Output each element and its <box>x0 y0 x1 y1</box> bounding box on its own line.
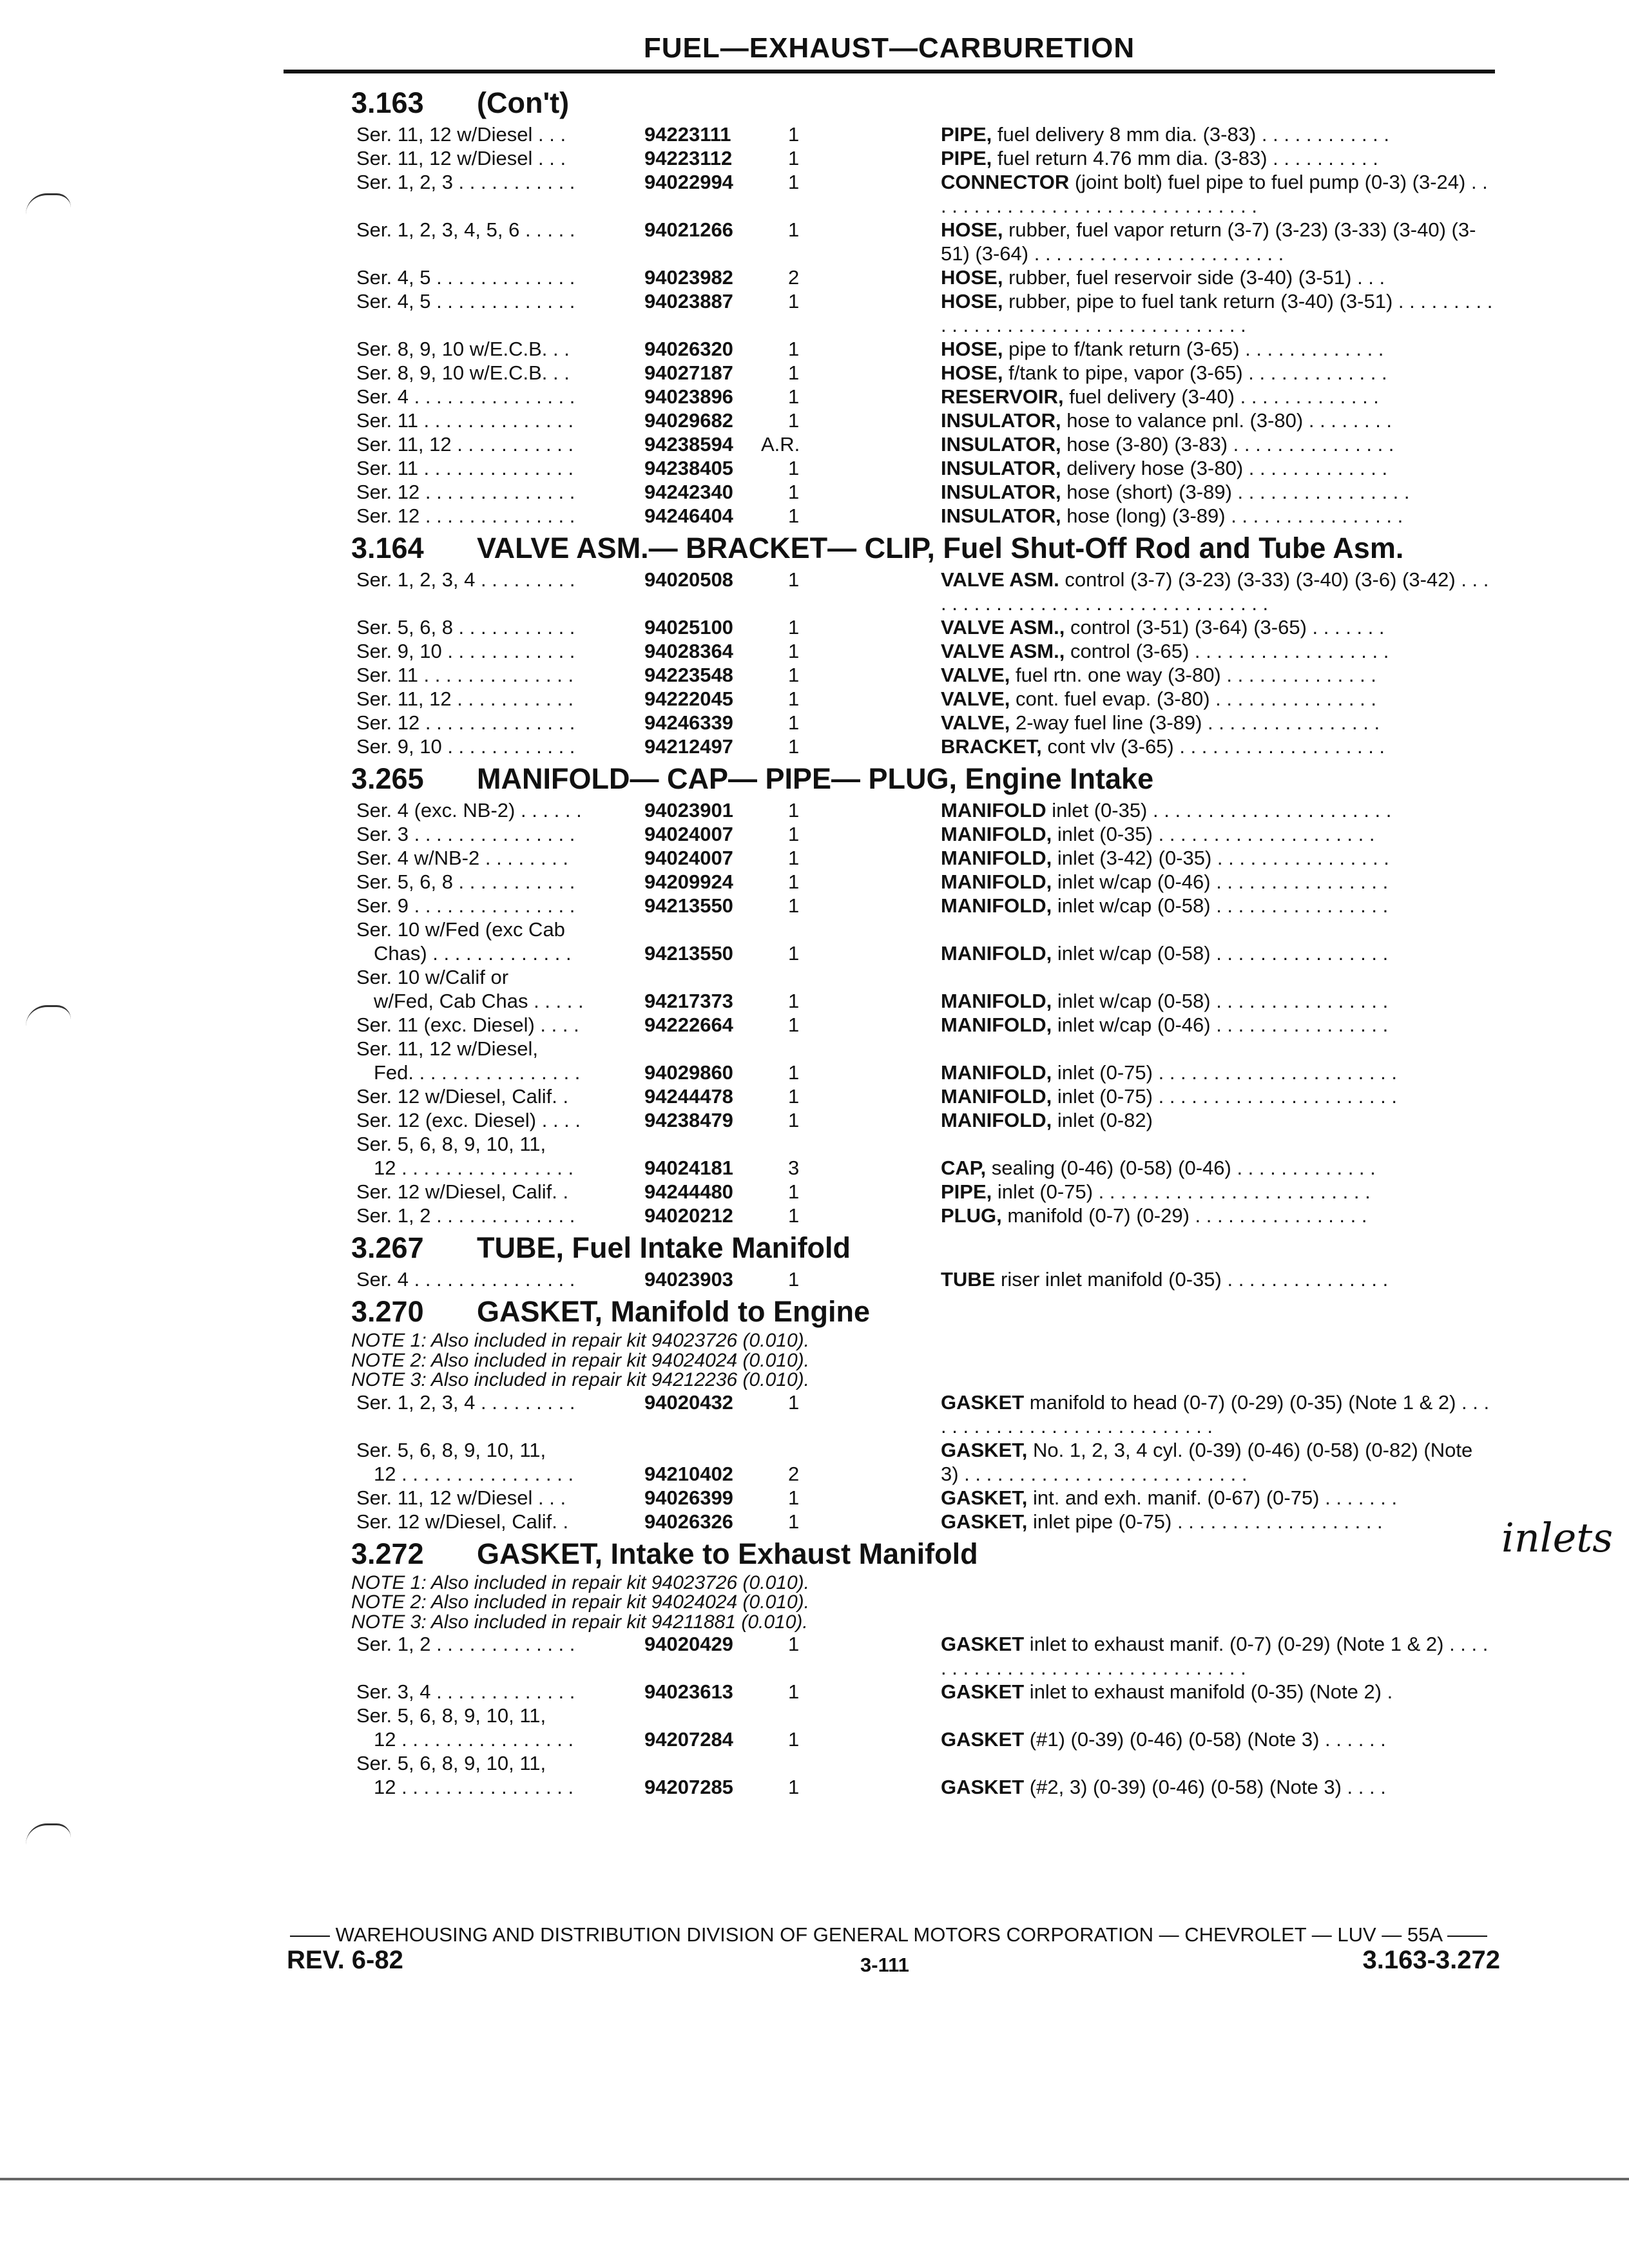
serial-applicability: Ser. 4, 5 . . . . . . . . . . . . . <box>356 290 575 312</box>
part-row <box>351 289 1501 337</box>
section-note: NOTE 3: Also included in repair kit 94211881 (0.010). <box>351 1611 808 1633</box>
margin-mark <box>26 1823 71 1845</box>
part-number: 94209924 <box>644 870 733 893</box>
part-row <box>351 337 1501 361</box>
footer-section-range: 3.163-3.272 <box>1362 1946 1500 1974</box>
part-description: VALVE ASM., control (3-65) . . . . . . . . . . . . . . . . . . <box>941 640 1389 662</box>
part-row <box>351 615 1501 639</box>
part-number: 94238405 <box>644 457 733 479</box>
part-description: CONNECTOR (joint bolt) fuel pipe to fuel pump (0-3) (3-24) . . . . . . . . . . . . . . . . . . . . . . . . . . . . . . . <box>941 171 1488 217</box>
quantity: 1 <box>788 505 800 527</box>
part-description: MANIFOLD, inlet (0-82) <box>941 1109 1153 1131</box>
serial-applicability: Ser. 8, 9, 10 w/E.C.B. . . <box>356 338 570 360</box>
part-row <box>351 432 1501 456</box>
part-description: HOSE, pipe to f/tank return (3-65) . . . . . . . . . . . . . <box>941 338 1384 360</box>
parts-list <box>351 82 1501 1799</box>
quantity: 1 <box>788 847 800 869</box>
part-row <box>351 265 1501 289</box>
serial-applicability: Ser. 5, 6, 8 . . . . . . . . . . . <box>356 616 575 639</box>
quantity: 1 <box>788 568 800 591</box>
part-row <box>351 918 1501 965</box>
part-row <box>351 385 1501 408</box>
part-row <box>351 798 1501 822</box>
part-number: 94029860 <box>644 1061 733 1084</box>
serial-applicability: Ser. 9 . . . . . . . . . . . . . . . <box>356 894 575 917</box>
part-description: MANIFOLD, inlet w/cap (0-46) . . . . . . . . . . . . . . . . <box>941 1014 1389 1036</box>
serial-applicability: Ser. 11, 12 w/Diesel . . . <box>356 123 566 146</box>
quantity: 1 <box>788 1680 800 1703</box>
part-description: HOSE, rubber, pipe to fuel tank return (3-40) (3-51) . . . . . . . . . . . . . . . . . . . . . . . . . . . . . . . . . . . . . <box>941 290 1493 336</box>
part-row <box>351 1510 1501 1533</box>
part-number: 94244478 <box>644 1085 733 1108</box>
part-description: GASKET, No. 1, 2, 3, 4 cyl. (0-39) (0-46) (0-58) (0-82) (Note 3) . . . . . . . . . . . . . . . . . . . . . . . . . . <box>941 1438 1473 1485</box>
part-description: INSULATOR, hose to valance pnl. (3-80) . . . . . . . . <box>941 409 1393 432</box>
part-row <box>351 568 1501 615</box>
footer-publisher-line: —— WAREHOUSING AND DISTRIBUTION DIVISION OF GENERAL MOTORS CORPORATION — CHEVROLET — LUV — 55A —— <box>290 1923 1487 1946</box>
part-row <box>351 1632 1501 1680</box>
serial-applicability: Ser. 4 . . . . . . . . . . . . . . . <box>356 385 575 408</box>
serial-applicability: Ser. 12 w/Diesel, Calif. . <box>356 1085 569 1108</box>
quantity: 1 <box>788 640 800 662</box>
quantity: 1 <box>788 711 800 734</box>
part-number: 94022994 <box>644 171 733 193</box>
quantity: 1 <box>788 481 800 503</box>
serial-applicability: Ser. 12 (exc. Diesel) . . . . <box>356 1109 581 1131</box>
quantity: 1 <box>788 1109 800 1131</box>
quantity: 1 <box>788 1486 800 1509</box>
part-number: 94238594 <box>644 433 733 456</box>
quantity: 1 <box>788 894 800 917</box>
part-row <box>351 735 1501 758</box>
page-title: FUEL—EXHAUST—CARBURETION <box>643 32 1135 64</box>
serial-applicability: Ser. 1, 2 . . . . . . . . . . . . . <box>356 1633 575 1655</box>
serial-applicability: Ser. 1, 2 . . . . . . . . . . . . . <box>356 1204 575 1227</box>
section-heading <box>351 758 1501 798</box>
part-row <box>351 1267 1501 1291</box>
part-description: MANIFOLD, inlet w/cap (0-58) . . . . . . . . . . . . . . . . <box>941 942 1389 965</box>
part-description: INSULATOR, delivery hose (3-80) . . . . . . . . . . . . . <box>941 457 1388 479</box>
margin-mark <box>26 193 71 215</box>
quantity: 1 <box>788 1268 800 1291</box>
part-description: PIPE, inlet (0-75) . . . . . . . . . . . . . . . . . . . . . . . . . <box>941 1180 1371 1203</box>
part-number: 94025100 <box>644 616 733 639</box>
part-row <box>351 1108 1501 1132</box>
part-number: 94026326 <box>644 1510 733 1533</box>
section-note: NOTE 2: Also included in repair kit 94024024 (0.010). <box>351 1591 809 1613</box>
part-number: 94207284 <box>644 1728 733 1751</box>
serial-applicability: Ser. 11, 12 w/Diesel . . . <box>356 147 566 169</box>
part-number: 94020429 <box>644 1633 733 1655</box>
section-heading <box>351 82 1501 122</box>
part-number: 94027187 <box>644 361 733 384</box>
serial-applicability: Ser. 10 w/Fed (exc Cab <box>356 918 565 941</box>
part-number: 94021266 <box>644 218 733 241</box>
section-number: 3.265 <box>351 762 424 795</box>
quantity: 1 <box>788 218 800 241</box>
part-number: 94024007 <box>644 823 733 845</box>
part-number: 94023896 <box>644 385 733 408</box>
part-row <box>351 1390 1501 1438</box>
part-description: MANIFOLD, inlet (3-42) (0-35) . . . . . . . . . . . . . . . . <box>941 847 1389 869</box>
quantity: 2 <box>788 1462 800 1485</box>
part-number: 94213550 <box>644 894 733 917</box>
part-number: 94213550 <box>644 942 733 965</box>
part-description: GASKET inlet to exhaust manifold (0-35) (Note 2) . <box>941 1680 1393 1703</box>
part-description: HOSE, rubber, fuel reservoir side (3-40) (3-51) . . . <box>941 266 1385 289</box>
section-heading <box>351 1291 1501 1331</box>
serial-applicability: Ser. 11, 12 . . . . . . . . . . . <box>356 687 574 710</box>
part-description: PIPE, fuel return 4.76 mm dia. (3-83) . . . . . . . . . . <box>941 147 1378 169</box>
section-title: (Con't) <box>477 86 570 119</box>
serial-applicability: Ser. 12 w/Diesel, Calif. . <box>356 1510 569 1533</box>
part-row <box>351 1037 1501 1084</box>
section-number: 3.270 <box>351 1295 424 1328</box>
serial-applicability: Ser. 5, 6, 8, 9, 10, 11, <box>356 1133 546 1155</box>
part-row <box>351 1084 1501 1108</box>
serial-applicability: Ser. 12 . . . . . . . . . . . . . . <box>356 481 575 503</box>
part-description: BRACKET, cont vlv (3-65) . . . . . . . . . . . . . . . . . . . <box>941 735 1385 758</box>
part-description: GASKET inlet to exhaust manif. (0-7) (0-29) (Note 1 & 2) . . . . . . . . . . . . . . . . . . . . . . . . . . . . . . . . <box>941 1633 1489 1679</box>
part-description: GASKET (#2, 3) (0-39) (0-46) (0-58) (Note 3) . . . . <box>941 1776 1386 1798</box>
part-number: 94024181 <box>644 1157 733 1179</box>
serial-applicability: Ser. 1, 2, 3, 4 . . . . . . . . . <box>356 1390 575 1414</box>
quantity: 1 <box>788 942 800 965</box>
part-row <box>351 1013 1501 1037</box>
quantity: 1 <box>788 1061 800 1084</box>
quantity: 1 <box>788 1390 800 1414</box>
part-row <box>351 361 1501 385</box>
serial-applicability: Ser. 5, 6, 8 . . . . . . . . . . . <box>356 870 575 893</box>
part-row <box>351 663 1501 687</box>
part-number: 94222664 <box>644 1014 733 1036</box>
part-number: 94246404 <box>644 505 733 527</box>
part-number: 94020432 <box>644 1390 733 1414</box>
quantity: 3 <box>788 1157 800 1179</box>
margin-mark <box>26 1005 71 1026</box>
part-number: 94210402 <box>644 1462 733 1485</box>
section-title: TUBE, Fuel Intake Manifold <box>477 1231 851 1264</box>
part-number: 94212497 <box>644 735 733 758</box>
part-row <box>351 1204 1501 1227</box>
section-number: 3.164 <box>351 532 424 564</box>
quantity: 1 <box>788 409 800 432</box>
quantity: 1 <box>788 616 800 639</box>
serial-applicability-cont: 12 . . . . . . . . . . . . . . . . <box>374 1462 574 1485</box>
part-number: 94242340 <box>644 481 733 503</box>
section-note: NOTE 1: Also included in repair kit 94023726 (0.010). <box>351 1571 809 1593</box>
section-note: NOTE 2: Also included in repair kit 94024024 (0.010). <box>351 1349 809 1371</box>
serial-applicability-cont: Fed. . . . . . . . . . . . . . . . <box>374 1061 581 1084</box>
part-description: VALVE ASM., control (3-51) (3-64) (3-65) . . . . . . . <box>941 616 1385 639</box>
serial-applicability: Ser. 9, 10 . . . . . . . . . . . . <box>356 735 575 758</box>
quantity: 1 <box>788 687 800 710</box>
part-row <box>351 1132 1501 1180</box>
part-description: VALVE, cont. fuel evap. (3-80) . . . . . . . . . . . . . . . <box>941 687 1376 710</box>
section-title: GASKET, Intake to Exhaust Manifold <box>477 1537 978 1570</box>
quantity: 1 <box>788 1728 800 1751</box>
part-number: 94023901 <box>644 799 733 822</box>
part-description: MANIFOLD, inlet w/cap (0-46) . . . . . . . . . . . . . . . . <box>941 870 1389 893</box>
part-row <box>351 1704 1501 1751</box>
part-number: 94028364 <box>644 640 733 662</box>
part-description: VALVE, fuel rtn. one way (3-80) . . . . . . . . . . . . . . <box>941 664 1376 686</box>
part-row <box>351 408 1501 432</box>
part-description: INSULATOR, hose (long) (3-89) . . . . . . . . . . . . . . . . <box>941 505 1403 527</box>
serial-applicability: Ser. 11 (exc. Diesel) . . . . <box>356 1014 579 1036</box>
part-number: 94023613 <box>644 1680 733 1703</box>
section-number: 3.163 <box>351 86 424 119</box>
quantity: 1 <box>788 1510 800 1533</box>
quantity: 1 <box>788 1633 800 1655</box>
part-row <box>351 504 1501 528</box>
serial-applicability: Ser. 5, 6, 8, 9, 10, 11, <box>356 1752 546 1774</box>
serial-applicability: Ser. 1, 2, 3, 4 . . . . . . . . . <box>356 568 575 591</box>
quantity: 1 <box>788 290 800 312</box>
serial-applicability-cont: 12 . . . . . . . . . . . . . . . . <box>374 1157 574 1179</box>
part-row <box>351 687 1501 711</box>
quantity: A.R. <box>761 433 800 456</box>
quantity: 1 <box>788 171 800 193</box>
quantity: 1 <box>788 338 800 360</box>
part-description: HOSE, rubber, fuel vapor return (3-7) (3-23) (3-33) (3-40) (3-51) (3-64) . . . . . . . . . . . . . . . . . . . . . . . <box>941 218 1476 265</box>
scan-edge-line <box>0 2178 1629 2180</box>
part-description: VALVE ASM. control (3-7) (3-23) (3-33) (3-40) (3-6) (3-42) . . . . . . . . . . . . . . . . . . . . . . . . . . . . . . . . . <box>941 568 1489 615</box>
part-number: 94029682 <box>644 409 733 432</box>
part-number: 94246339 <box>644 711 733 734</box>
part-description: INSULATOR, hose (3-80) (3-83) . . . . . . . . . . . . . . . <box>941 433 1394 456</box>
part-number: 94217373 <box>644 990 733 1012</box>
quantity: 1 <box>788 664 800 686</box>
part-description: MANIFOLD, inlet (0-35) . . . . . . . . . . . . . . . . . . . . <box>941 823 1375 845</box>
part-row <box>351 218 1501 265</box>
part-row <box>351 1751 1501 1799</box>
part-description: INSULATOR, hose (short) (3-89) . . . . . . . . . . . . . . . . <box>941 481 1410 503</box>
part-number: 94223548 <box>644 664 733 686</box>
serial-applicability-cont: 12 . . . . . . . . . . . . . . . . <box>374 1728 574 1751</box>
quantity: 1 <box>788 823 800 845</box>
part-row <box>351 894 1501 918</box>
serial-applicability-cont: 12 . . . . . . . . . . . . . . . . <box>374 1776 574 1798</box>
serial-applicability: Ser. 4, 5 . . . . . . . . . . . . . <box>356 266 575 289</box>
serial-applicability-cont: Chas) . . . . . . . . . . . . . <box>374 942 572 965</box>
section-title: GASKET, Manifold to Engine <box>477 1295 870 1328</box>
serial-applicability: Ser. 9, 10 . . . . . . . . . . . . <box>356 640 575 662</box>
serial-applicability: Ser. 5, 6, 8, 9, 10, 11, <box>356 1438 546 1461</box>
section-heading <box>351 528 1501 568</box>
part-number: 94020212 <box>644 1204 733 1227</box>
section-note: NOTE 3: Also included in repair kit 94212236 (0.010). <box>351 1369 809 1390</box>
serial-applicability: Ser. 12 . . . . . . . . . . . . . . <box>356 505 575 527</box>
quantity: 1 <box>788 361 800 384</box>
part-row <box>351 456 1501 480</box>
part-number: 94244480 <box>644 1180 733 1203</box>
part-number: 94223112 <box>644 147 733 169</box>
part-description: GASKET manifold to head (0-7) (0-29) (0-35) (Note 1 & 2) . . . . . . . . . . . . . . . . . . . . . . . . . . . . <box>941 1390 1490 1437</box>
quantity: 1 <box>788 1085 800 1108</box>
part-description: MANIFOLD inlet (0-35) . . . . . . . . . . . . . . . . . . . . . . <box>941 799 1392 822</box>
part-number: 94026399 <box>644 1486 733 1509</box>
serial-applicability: Ser. 8, 9, 10 w/E.C.B. . . <box>356 361 570 384</box>
serial-applicability: Ser. 11 . . . . . . . . . . . . . . <box>356 664 574 686</box>
section-heading <box>351 1227 1501 1267</box>
quantity: 1 <box>788 990 800 1012</box>
quantity: 1 <box>788 123 800 146</box>
serial-applicability: Ser. 10 w/Calif or <box>356 966 509 988</box>
serial-applicability: Ser. 11, 12 w/Diesel . . . <box>356 1486 566 1509</box>
part-number: 94222045 <box>644 687 733 710</box>
quantity: 1 <box>788 799 800 822</box>
part-row <box>351 170 1501 218</box>
serial-applicability: Ser. 1, 2, 3, 4, 5, 6 . . . . . <box>356 218 575 241</box>
serial-applicability: Ser. 4 . . . . . . . . . . . . . . . <box>356 1268 575 1291</box>
serial-applicability-cont: w/Fed, Cab Chas . . . . . <box>374 990 584 1012</box>
part-description: CAP, sealing (0-46) (0-58) (0-46) . . . . . . . . . . . . . <box>941 1157 1376 1179</box>
quantity: 1 <box>788 1204 800 1227</box>
part-number: 94023887 <box>644 290 733 312</box>
quantity: 1 <box>788 385 800 408</box>
quantity: 1 <box>788 1180 800 1203</box>
part-row <box>351 822 1501 846</box>
quantity: 1 <box>788 457 800 479</box>
part-description: MANIFOLD, inlet w/cap (0-58) . . . . . . . . . . . . . . . . <box>941 990 1389 1012</box>
section-heading <box>351 1533 1501 1573</box>
serial-applicability: Ser. 4 (exc. NB-2) . . . . . . <box>356 799 582 822</box>
quantity: 2 <box>788 266 800 289</box>
part-description: TUBE riser inlet manifold (0-35) . . . . . . . . . . . . . . . <box>941 1268 1389 1291</box>
part-description: GASKET, inlet pipe (0-75) . . . . . . . . . . . . . . . . . . . <box>941 1510 1383 1533</box>
part-description: PLUG, manifold (0-7) (0-29) . . . . . . . . . . . . . . . . <box>941 1204 1367 1227</box>
part-row <box>351 639 1501 663</box>
serial-applicability: Ser. 3, 4 . . . . . . . . . . . . . <box>356 1680 575 1703</box>
serial-applicability: Ser. 1, 2, 3 . . . . . . . . . . . <box>356 171 575 193</box>
part-row <box>351 965 1501 1013</box>
part-row <box>351 1438 1501 1486</box>
part-description: PIPE, fuel delivery 8 mm dia. (3-83) . . . . . . . . . . . . <box>941 123 1390 146</box>
serial-applicability: Ser. 11 . . . . . . . . . . . . . . <box>356 457 574 479</box>
part-description: MANIFOLD, inlet (0-75) . . . . . . . . . . . . . . . . . . . . . . <box>941 1061 1397 1084</box>
serial-applicability: Ser. 12 . . . . . . . . . . . . . . <box>356 711 575 734</box>
part-row <box>351 1680 1501 1704</box>
part-row <box>351 1180 1501 1204</box>
section-title: VALVE ASM.— BRACKET— CLIP, Fuel Shut-Off Rod and Tube Asm. <box>477 532 1404 564</box>
section-number: 3.267 <box>351 1231 424 1264</box>
part-description: MANIFOLD, inlet (0-75) . . . . . . . . . . . . . . . . . . . . . . <box>941 1085 1397 1108</box>
section-number: 3.272 <box>351 1537 424 1570</box>
part-description: GASKET (#1) (0-39) (0-46) (0-58) (Note 3) . . . . . . <box>941 1728 1386 1751</box>
part-row <box>351 846 1501 870</box>
part-row <box>351 146 1501 170</box>
part-row <box>351 122 1501 146</box>
part-row <box>351 1486 1501 1510</box>
part-description: HOSE, f/tank to pipe, vapor (3-65) . . . . . . . . . . . . . <box>941 361 1387 384</box>
quantity: 1 <box>788 735 800 758</box>
serial-applicability: Ser. 3 . . . . . . . . . . . . . . . <box>356 823 575 845</box>
page-header <box>284 31 1495 73</box>
part-description: GASKET, int. and exh. manif. (0-67) (0-75) . . . . . . . <box>941 1486 1398 1509</box>
part-row <box>351 711 1501 735</box>
section-title: MANIFOLD— CAP— PIPE— PLUG, Engine Intake <box>477 762 1154 795</box>
part-number: 94023903 <box>644 1268 733 1291</box>
section-note: NOTE 1: Also included in repair kit 94023726 (0.010). <box>351 1330 809 1351</box>
serial-applicability: Ser. 11, 12 . . . . . . . . . . . <box>356 433 574 456</box>
part-description: VALVE, 2-way fuel line (3-89) . . . . . . . . . . . . . . . . <box>941 711 1380 734</box>
serial-applicability: Ser. 5, 6, 8, 9, 10, 11, <box>356 1704 546 1727</box>
footer-page-number: 3-111 <box>860 1954 909 1976</box>
quantity: 1 <box>788 1776 800 1798</box>
serial-applicability: Ser. 11 . . . . . . . . . . . . . . <box>356 409 574 432</box>
part-number: 94207285 <box>644 1776 733 1798</box>
part-number: 94024007 <box>644 847 733 869</box>
part-number: 94238479 <box>644 1109 733 1131</box>
quantity: 1 <box>788 1014 800 1036</box>
part-row <box>351 480 1501 504</box>
part-number: 94023982 <box>644 266 733 289</box>
part-row <box>351 870 1501 894</box>
footer-revision: REV. 6-82 <box>287 1946 403 1974</box>
part-number: 94223111 <box>644 123 731 146</box>
serial-applicability: Ser. 4 w/NB-2 . . . . . . . . <box>356 847 569 869</box>
quantity: 1 <box>788 147 800 169</box>
part-description: RESERVOIR, fuel delivery (3-40) . . . . . . . . . . . . . <box>941 385 1379 408</box>
part-number: 94020508 <box>644 568 733 591</box>
part-description: MANIFOLD, inlet w/cap (0-58) . . . . . . . . . . . . . . . . <box>941 894 1389 917</box>
part-number: 94026320 <box>644 338 733 360</box>
serial-applicability: Ser. 12 w/Diesel, Calif. . <box>356 1180 569 1203</box>
serial-applicability: Ser. 11, 12 w/Diesel, <box>356 1037 539 1060</box>
handwritten-annotation: inlets <box>1501 1514 1614 1561</box>
quantity: 1 <box>788 870 800 893</box>
